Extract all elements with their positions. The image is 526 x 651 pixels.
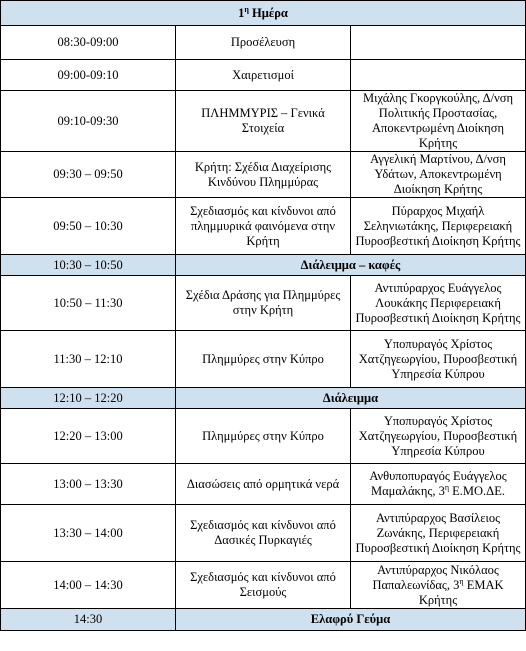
topic-cell: Σχεδιασμός και κίνδυνοι από Δασικές Πυρκαγιές: [176, 505, 351, 562]
schedule-row: [1, 26, 526, 60]
topic-cell: Σχεδιασμός και κίνδυνοι από Σεισμούς: [176, 562, 351, 609]
speaker-cell: Αγγελική Μαρτίνου, Δ/νση Υδάτων, Αποκεντρωμένη Διοίκηση Κρήτης: [351, 152, 526, 198]
speaker-text-tail: Ε.ΜΟ.ΔΕ.: [449, 484, 505, 498]
schedule-row: [1, 331, 526, 388]
time-cell: 09:10-09:30: [1, 91, 176, 152]
speaker-cell: Υποπυραγός Χρίστος Χατζηγεωργίου, Πυροσβεστική Υπηρεσία Κύπρου: [351, 331, 526, 388]
topic-cell: Σχεδιασμός και κίνδυνοι από πλημμυρικά φαινόμενα στην Κρήτη: [176, 198, 351, 255]
time-cell: 09:30 – 09:50: [1, 152, 176, 198]
schedule-row: [1, 505, 526, 562]
break-label: Διάλειμμα: [176, 388, 526, 409]
schedule-row: [1, 60, 526, 91]
speaker-cell: Πύραρχος Μιχαήλ Σεληνιωτάκης, Περιφερειακή Πυροσβεστική Διοίκηση Κρήτης: [351, 198, 526, 255]
schedule-row: [1, 276, 526, 331]
schedule-row: [1, 562, 526, 609]
speaker-text: Ανθυποπυραγός Ευάγγελος Μαμαλάκης, 3: [369, 469, 507, 498]
schedule-row: [1, 152, 526, 198]
topic-cell: Κρήτη: Σχέδια Διαχείρισης Κινδύνου Πλημμύρας: [176, 152, 351, 198]
speaker-cell: Μιχάλης Γκοργκούλης, Δ/νση Πολιτικής Προστασίας, Αποκεντρωμένη Διοίκηση Κρήτης: [351, 91, 526, 152]
time-cell: 14:30: [1, 609, 176, 631]
day-number: 1: [238, 5, 245, 20]
speaker-cell: [351, 60, 526, 91]
day-word: Ημέρα: [252, 5, 288, 20]
speaker-cell: [351, 562, 526, 609]
schedule-row: [1, 198, 526, 255]
topic-cell: Πλημμύρες στην Κύπρο: [176, 331, 351, 388]
topic-cell: ΠΛΗΜΜΥΡΙΣ – Γενικά Στοιχεία: [176, 91, 351, 152]
time-cell: 14:00 – 14:30: [1, 562, 176, 609]
speaker-text: Αντιπύραρχος Νικόλαος Παπαλεωνίδας, 3: [372, 562, 499, 592]
speaker-superscript: η: [459, 576, 464, 586]
topic-cell: Προσέλευση: [176, 26, 351, 60]
time-cell: 09:00-09:10: [1, 60, 176, 91]
break-label: Διάλειμμα – καφές: [176, 255, 526, 276]
break-label: Ελαφρύ Γεύμα: [176, 609, 526, 631]
time-cell: 08:30-09:00: [1, 26, 176, 60]
speaker-cell: Υποπυραγός Χρίστος Χατζηγεωργίου, Πυροσβεστική Υπηρεσία Κύπρου: [351, 409, 526, 464]
speaker-superscript: η: [444, 482, 450, 492]
topic-cell: Διασώσεις από ορμητικά νερά: [176, 464, 351, 505]
time-cell: 13:30 – 14:00: [1, 505, 176, 562]
time-cell: 11:30 – 12:10: [1, 331, 176, 388]
day-header: [1, 1, 526, 26]
break-row: [1, 255, 526, 276]
time-cell: 12:20 – 13:00: [1, 409, 176, 464]
schedule-row: [1, 409, 526, 464]
time-cell: 10:30 – 10:50: [1, 255, 176, 276]
break-row: [1, 609, 526, 631]
speaker-cell: Αντιπύραρχος Ευάγγελος Λουκάκης Περιφερειακή Πυροσβεστική Διοίκηση Κρήτης: [351, 276, 526, 331]
speaker-cell: [351, 26, 526, 60]
speaker-cell: Αντιπύραρχος Βασίλειος Ζωνάκης, Περιφερειακή Πυροσβεστική Διοίκηση Κρήτης: [351, 505, 526, 562]
topic-cell: Σχέδια Δράσης για Πλημμύρες στην Κρήτη: [176, 276, 351, 331]
time-cell: 09:50 – 10:30: [1, 198, 176, 255]
day-header-row: [1, 1, 526, 26]
topic-cell: Πλημμύρες στην Κύπρο: [176, 409, 351, 464]
day-superscript: η: [244, 4, 249, 14]
speaker-cell: [351, 464, 526, 505]
schedule-row: [1, 91, 526, 152]
schedule-row: [1, 464, 526, 505]
topic-cell: Χαιρετισμοί: [176, 60, 351, 91]
time-cell: 10:50 – 11:30: [1, 276, 176, 331]
time-cell: 12:10 – 12:20: [1, 388, 176, 409]
break-row: [1, 388, 526, 409]
time-cell: 13:00 – 13:30: [1, 464, 176, 505]
speaker-text-tail: ΕΜΑΚ Κρήτης: [418, 577, 504, 607]
